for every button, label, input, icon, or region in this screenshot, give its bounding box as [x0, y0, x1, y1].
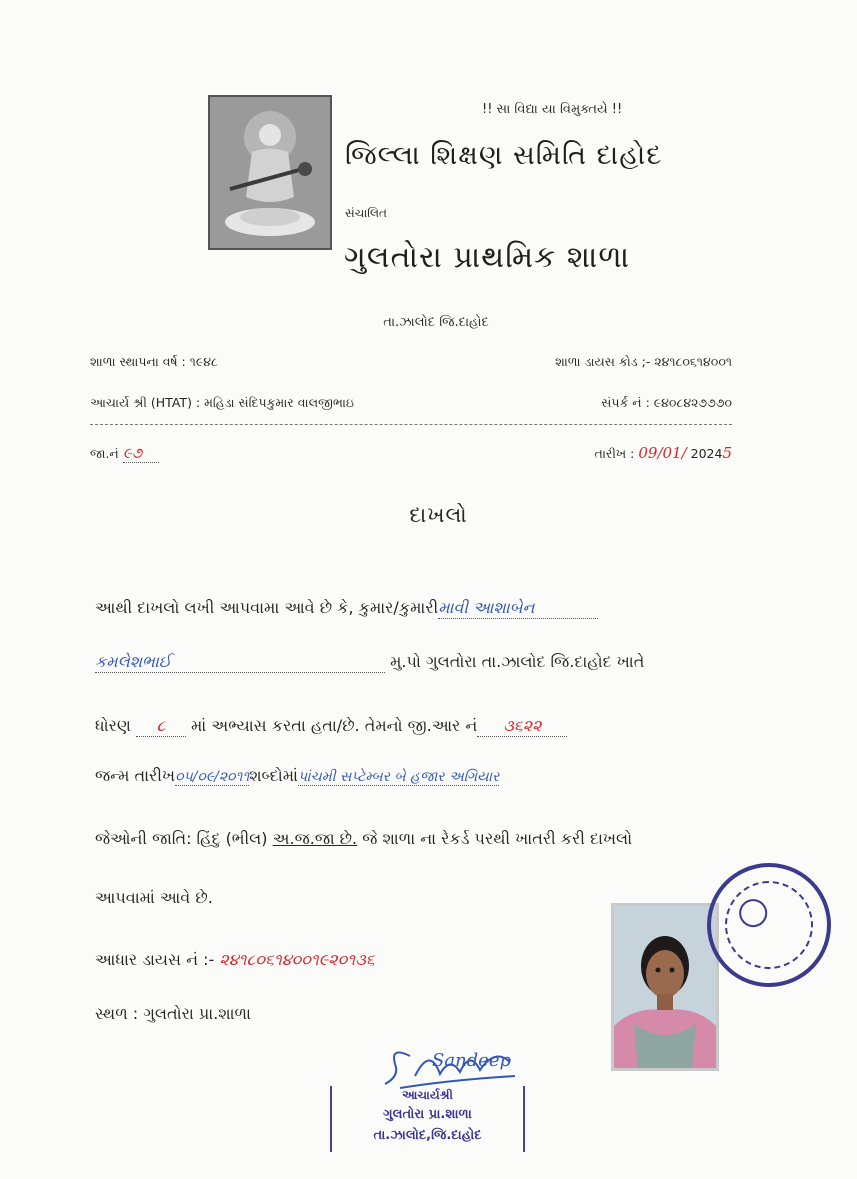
round-stamp — [699, 855, 839, 995]
line1-prefix: આથી દાખલો લખી આપવામા આવે છે કે, કુમાર/કુમારી — [95, 598, 439, 617]
body-line-3 — [95, 716, 567, 737]
certificate-title: દાખલો — [409, 503, 468, 527]
caste-suffix: જે શાળા ના રેકર્ડ પરથી ખાતરી કરી દાખલો — [362, 829, 633, 848]
school-name: ગુલતોરા પ્રાથમિક શાળા — [344, 240, 631, 275]
org-title: જિલ્લા શિક્ષણ સમિતિ દાહોદ — [345, 140, 663, 171]
signature-stamp — [330, 1086, 525, 1152]
body-line-6: આપવામાં આવે છે. — [95, 888, 213, 907]
motto: !! સા વિદ્યા યા વિમુક્તયે !! — [482, 102, 623, 117]
body-line-2 — [95, 652, 644, 673]
date-label: તારીખ : — [594, 446, 635, 461]
body-line-1 — [95, 598, 598, 619]
dob-label: જન્મ તારીખ — [95, 766, 176, 785]
managed-by: સંચાલિત — [345, 206, 388, 220]
dob-value: ૦૫/૦૯/૨૦૧૧ — [175, 769, 250, 785]
student-name: માવી આશાબેન — [438, 598, 598, 619]
saraswati-image — [208, 95, 332, 250]
signature-name: Sandeep — [432, 1050, 512, 1071]
father-name: કમલેશભાઈ — [95, 652, 385, 673]
stamp-inner-ring — [719, 875, 818, 974]
outward-label: જા.નં — [90, 446, 119, 461]
std-value: ૮ — [136, 716, 186, 737]
certificate-date — [595, 444, 732, 463]
dob-words: પાંચમી સપ્ટેમ્બર બે હજાર અગિયાર — [297, 769, 500, 785]
caste-category: અ.જ.જા છે. — [272, 829, 358, 848]
outward-value: ૯૭ — [123, 444, 159, 463]
body-line-5 — [95, 829, 632, 849]
divider — [90, 424, 732, 425]
words-label: શબ્દોમાં — [249, 766, 298, 785]
info-row-1 — [90, 354, 732, 370]
contact-number: સંપર્ક નં : ૯૪૦૮૪૨૭૭૭૦ — [601, 395, 732, 410]
aadhaar-value: ૨૪૧૮૦૬૧૪૦૦૧૯૨૦૧૩૬ — [219, 950, 375, 969]
date-digit: 5 — [722, 444, 732, 462]
principal-name: આચાર્ય શ્રી (HTAT) : મહિડા સંદિપકુમાર વાલજીભાઇ — [90, 395, 354, 410]
signature-block — [330, 1036, 530, 1156]
outward-number — [90, 444, 159, 463]
std-label: ધોરણ — [95, 716, 131, 735]
aadhaar-line — [95, 950, 375, 970]
stamp-line-1: ગુલતોરા પ્રા.શાળા — [383, 1107, 472, 1122]
reference-row — [90, 444, 732, 463]
dise-code: શાળા ડાયસ કોડ ;- ૨૪૧૮૦૬૧૪૦૦૧ — [555, 354, 732, 369]
taluka-district: તા.ઝાલોદ જિ.દાહોદ — [383, 315, 489, 330]
stamp-designation: આચાર્યશ્રી — [402, 1088, 453, 1102]
aadhaar-label: આધાર ડાયસ નં :- — [95, 950, 215, 969]
date-handwritten: 09/01/ — [638, 444, 687, 462]
date-year: 2024 — [690, 446, 723, 461]
stamp-line-2: તા.ઝાલોદ,જિ.દાહોદ — [373, 1128, 482, 1143]
gr-number: ૩૬૨૨ — [477, 716, 567, 737]
info-row-2 — [90, 395, 732, 411]
established-year: શાળા સ્થાપના વર્ષ : ૧૯૪૮ — [90, 354, 218, 369]
place-line: સ્થળ : ગુલતોરા પ્રા.શાળા — [95, 1004, 251, 1023]
caste-prefix: જેઓની જાતિ: હિંદુ (ભીલ) — [95, 829, 268, 848]
line2-suffix: મુ.પો ગુલતોરા તા.ઝાલોદ જિ.દાહોદ ખાતે — [390, 652, 645, 671]
student-photo — [611, 903, 719, 1071]
line3-mid: માં અભ્યાસ કરતા હતા/છે. તેમનો જી.આર નં — [191, 716, 478, 735]
body-line-4 — [95, 766, 499, 786]
